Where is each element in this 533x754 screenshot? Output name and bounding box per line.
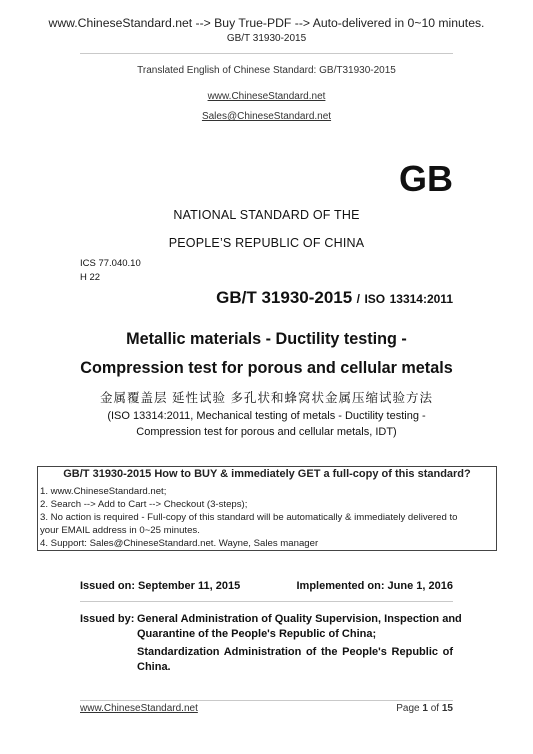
translation-email-row xyxy=(0,106,533,124)
buy-box-item-1: 1. www.ChineseStandard.net; xyxy=(40,486,167,497)
iso-reference-line1: (ISO 13314:2011, Mechanical testing of metals - Ductility testing - xyxy=(107,410,426,422)
header-banner: www.ChineseStandard.net --> Buy True-PDF --> Auto-delivered in 0~10 minutes. xyxy=(48,16,485,30)
footer-page-indicator xyxy=(340,703,453,714)
footer-divider xyxy=(80,700,453,701)
translation-website-row xyxy=(0,86,533,104)
code-separator: / xyxy=(356,292,361,306)
ics-code: ICS 77.040.10 xyxy=(80,258,141,269)
translation-email-link[interactable]: Sales@ChineseStandard.net xyxy=(201,111,332,122)
translation-note: Translated English of Chinese Standard: GB/T31930-2015 xyxy=(137,65,396,76)
issued-date: Issued on: September 11, 2015 xyxy=(80,580,241,592)
national-standard-line1: NATIONAL STANDARD OF THE xyxy=(173,208,360,222)
buy-box-item-3: 3. No action is required - Full-copy of this standard will be automatically & immediately delivered to xyxy=(40,512,458,523)
buy-box-item-4: 4. Support: Sales@ChineseStandard.net. Wayne, Sales manager xyxy=(40,538,319,549)
buy-box-item-2: 2. Search --> Add to Cart --> Checkout (3-steps); xyxy=(40,499,248,510)
iso-number: 13314:2011 xyxy=(389,292,453,306)
title-line2: Compression test for porous and cellular metals xyxy=(80,359,453,377)
national-standard-line2: PEOPLE’S REPUBLIC OF CHINA xyxy=(168,236,365,250)
translation-website-link[interactable]: www.ChineseStandard.net xyxy=(207,91,326,102)
issued-by-org1-line1: General Administration of Quality Supervision, Inspection and xyxy=(137,613,462,625)
header-divider xyxy=(80,53,453,54)
issued-by-org2-line1: Standardization Administration of the People's Republic of xyxy=(137,646,453,658)
buy-box-title: GB/T 31930-2015 How to BUY & immediately GET a full-copy of this standard? xyxy=(63,468,471,480)
standard-code xyxy=(80,288,453,308)
issued-by-org2-line2: China. xyxy=(137,661,171,673)
gb-code: GB/T 31930-2015 xyxy=(216,288,353,307)
page-total: 15 xyxy=(441,703,453,714)
page-number: 1 xyxy=(422,703,428,714)
dates-divider xyxy=(80,601,453,602)
footer-website-row xyxy=(80,703,198,714)
issued-by-org1-line2: Quarantine of the People's Republic of China; xyxy=(137,628,377,640)
iso-prefix: ISO xyxy=(364,292,386,306)
implemented-date: Implemented on: June 1, 2016 xyxy=(296,580,453,592)
ccs-code: H 22 xyxy=(80,272,101,283)
title-line1: Metallic materials - Ductility testing - xyxy=(126,330,407,348)
page-label: Page xyxy=(396,703,420,714)
footer-website-link[interactable]: www.ChineseStandard.net xyxy=(80,703,198,714)
buy-info-box xyxy=(37,466,497,551)
iso-reference-line2: Compression test for porous and cellular metals, IDT) xyxy=(136,426,397,438)
title-chinese: 金属覆盖层 延性试验 多孔状和蜂窝状金属压缩试验方法 xyxy=(100,391,433,405)
page-of: of xyxy=(430,703,440,714)
header-doc-id: GB/T 31930-2015 xyxy=(226,33,307,44)
buy-box-item-3-cont: your EMAIL address in 0~25 minutes. xyxy=(40,525,200,536)
gb-logo: GB xyxy=(399,158,453,199)
issued-by-label: Issued by: xyxy=(80,613,135,625)
